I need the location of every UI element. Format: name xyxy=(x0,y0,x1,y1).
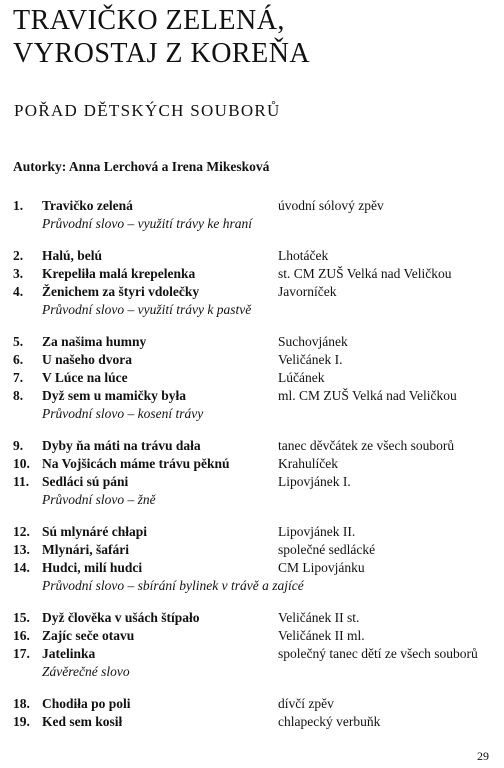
item-performer: Javorníček xyxy=(278,284,337,299)
program-item xyxy=(13,333,499,351)
program-item xyxy=(13,351,499,369)
program-item xyxy=(13,695,499,713)
item-performer: Veličánek I. xyxy=(278,352,343,367)
item-title: Chodiła po poli xyxy=(42,696,131,711)
program-group xyxy=(13,695,499,731)
item-number: 18. xyxy=(13,696,30,711)
item-number: 12. xyxy=(13,524,30,539)
program-item xyxy=(13,369,499,387)
program-item xyxy=(13,283,499,301)
program-group xyxy=(13,437,499,510)
item-performer: Suchovjánek xyxy=(278,334,348,349)
commentary-note: Závěrečné slovo xyxy=(42,664,130,679)
program-item xyxy=(13,541,499,559)
item-performer: st. CM ZUŠ Velká nad Veličkou xyxy=(278,266,452,281)
page-number: 29 xyxy=(477,749,489,763)
program-item xyxy=(13,713,499,731)
program-item xyxy=(13,247,499,265)
program-group xyxy=(13,247,499,320)
program-item xyxy=(13,197,499,215)
program-item xyxy=(13,523,499,541)
item-title: Travičko zelená xyxy=(42,198,133,213)
program-list xyxy=(13,197,499,744)
item-performer: ml. CM ZUŠ Velká nad Veličkou xyxy=(278,388,457,403)
item-number: 9. xyxy=(13,438,24,453)
item-number: 1. xyxy=(13,198,24,213)
item-title: Sedláci sú páni xyxy=(42,474,129,489)
item-title: Jatelinka xyxy=(42,646,96,661)
title-line-1: TRAVIČKO ZELENÁ, xyxy=(13,5,285,36)
authors-line: Autorky: Anna Lerchová a Irena Mikesková xyxy=(13,159,270,174)
item-performer: Lipovjánek II. xyxy=(278,524,356,539)
item-number: 8. xyxy=(13,388,24,403)
item-number: 17. xyxy=(13,646,30,661)
item-performer: Lúčánek xyxy=(278,370,325,385)
item-title: Ženichem za štyri vdolečky xyxy=(42,284,200,299)
program-item xyxy=(13,559,499,577)
item-title: Zajíc seče otavu xyxy=(42,628,135,643)
page-subtitle: POŘAD DĚTSKÝCH SOUBORŮ xyxy=(14,101,281,120)
program-item xyxy=(13,645,499,663)
item-performer: Krahulíček xyxy=(278,456,338,471)
item-performer: CM Lipovjánku xyxy=(278,560,365,575)
item-number: 11. xyxy=(13,474,30,489)
item-number: 19. xyxy=(13,714,30,729)
item-performer: Veličánek II ml. xyxy=(278,628,365,643)
item-title: Ked sem kosił xyxy=(42,714,123,729)
program-item xyxy=(13,473,499,491)
item-title: Krepeliła malá krepelenka xyxy=(42,266,196,281)
item-number: 15. xyxy=(13,610,30,625)
item-title: Mlynári, šafári xyxy=(42,542,129,557)
program-group xyxy=(13,523,499,596)
commentary-note: Průvodní slovo – sbírání bylinek v trávě a zajícé xyxy=(42,578,304,593)
item-performer: tanec děvčátek ze všech souborů xyxy=(278,438,455,453)
commentary-note: Průvodní slovo – využití trávy ke hraní xyxy=(42,216,252,231)
item-performer: společný tanec dětí ze všech souborů xyxy=(278,646,478,661)
program-item xyxy=(13,609,499,627)
item-number: 7. xyxy=(13,370,24,385)
item-number: 10. xyxy=(13,456,30,471)
item-number: 6. xyxy=(13,352,24,367)
commentary-note: Průvodní slovo – využití trávy k pastvě xyxy=(42,302,252,317)
item-title: Halú, belú xyxy=(42,248,103,263)
item-performer: Veličánek II st. xyxy=(278,610,360,625)
program-item xyxy=(13,437,499,455)
item-performer: úvodní sólový zpěv xyxy=(278,198,384,213)
item-performer: dívčí zpěv xyxy=(278,696,334,711)
item-number: 13. xyxy=(13,542,30,557)
item-number: 16. xyxy=(13,628,30,643)
item-performer: chlapecký verbuňk xyxy=(278,714,381,729)
item-number: 5. xyxy=(13,334,24,349)
item-title: Hudci, milí hudci xyxy=(42,560,143,575)
item-title: Dyby ňa máti na trávu dała xyxy=(42,438,201,453)
program-group xyxy=(13,609,499,682)
program-item xyxy=(13,627,499,645)
program-item xyxy=(13,387,499,405)
item-title: Za našima humny xyxy=(42,334,147,349)
item-performer: Lhotáček xyxy=(278,248,329,263)
item-number: 4. xyxy=(13,284,24,299)
item-number: 3. xyxy=(13,266,24,281)
item-number: 2. xyxy=(13,248,24,263)
item-performer: společné sedlácké xyxy=(278,542,376,557)
item-title: Sú mlynáré chłapi xyxy=(42,524,148,539)
title-line-2: VYROSTAJ Z KOREŇA xyxy=(13,38,311,69)
item-title: Dyž člověka v ušách štípało xyxy=(42,610,200,625)
item-title: V Lúce na lúce xyxy=(42,370,128,385)
item-title: Na Vojšicách máme trávu pěknú xyxy=(42,456,230,471)
program-group xyxy=(13,197,499,234)
page-title xyxy=(13,4,493,70)
item-number: 14. xyxy=(13,560,30,575)
program-item xyxy=(13,265,499,283)
commentary-note: Průvodní slovo – kosení trávy xyxy=(42,406,204,421)
program-group xyxy=(13,333,499,424)
item-title: Dyž sem u mamičky była xyxy=(42,388,186,403)
item-performer: Lipovjánek I. xyxy=(278,474,351,489)
commentary-note: Průvodní slovo – žně xyxy=(42,492,156,507)
program-item xyxy=(13,455,499,473)
item-title: U našeho dvora xyxy=(42,352,133,367)
